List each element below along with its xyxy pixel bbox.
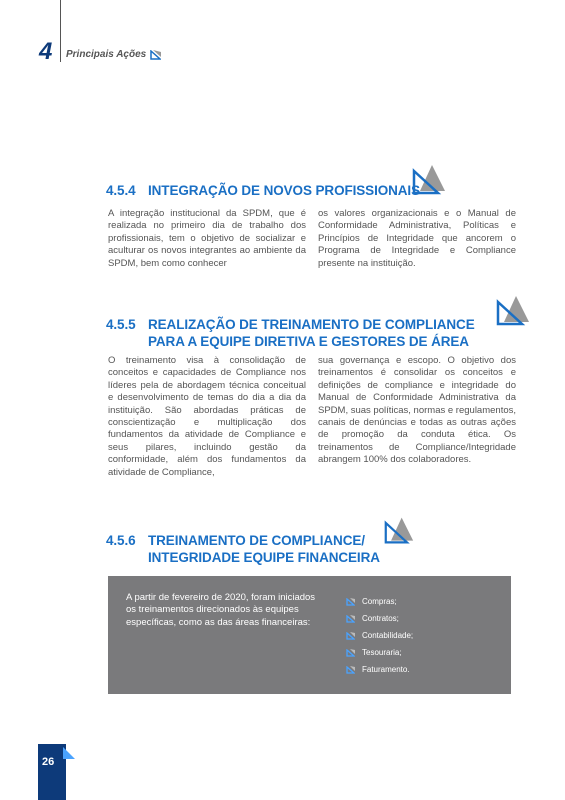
section-4-5-5-title (106, 316, 475, 350)
section-number: 4.5.4 (106, 183, 136, 198)
triangle-bullet-icon (346, 615, 355, 623)
list-item-label: Contabilidade; (362, 631, 414, 640)
financial-training-box (108, 576, 511, 694)
triangle-bullet-icon (346, 649, 355, 657)
section-4-5-4-col2: os valores organizacionais e o Manual de Conformidade Administrativa, Políticas e Princípios de Integridade que ancorem o Programa de Integridade e Compliance presente na instituição. (318, 208, 516, 269)
chapter-number: 4 (39, 38, 53, 65)
header-divider (60, 0, 61, 62)
box-text: A partir de fevereiro de 2020, foram iniciados os treinamentos direcionados às equipes específicas, como as das áreas financeiras: (126, 592, 316, 628)
page-number: 26 (42, 756, 55, 768)
triangle-ruler-icon (62, 746, 76, 760)
section-title-line2: INTEGRIDADE EQUIPE FINANCEIRA (148, 550, 380, 565)
chapter-title (66, 49, 161, 60)
section-title-line1: REALIZAÇÃO DE TREINAMENTO DE COMPLIANCE (148, 317, 475, 332)
section-4-5-6-title (106, 532, 380, 566)
list-item-label: Contratos; (362, 614, 399, 623)
triangle-ruler-icon (384, 515, 414, 545)
list-item (346, 593, 413, 610)
section-4-5-4-title (106, 182, 420, 199)
section-4-5-4-col1: A integração institucional da SPDM, que é realizada no primeiro dia de trabalho dos profissionais, tem o objetivo de socializar e aculturar os novos integrantes ao ambiente da SPDM, bem como conhecer (108, 208, 306, 269)
section-4-5-5-col1: O treinamento visa à consolidação de conceitos e capacidades de Compliance nos líderes pela de abordagem técnica conceitual e desenvolvimento de temas do dia a dia da instituição. São abordadas práticas de conscientização e multiplicação dos fundamentos da atividade de Compliance e seus pilares, incluindo gestão da conformidade, além dos fundamentos da atividade de Compliance, (108, 355, 306, 478)
list-item (346, 661, 413, 678)
triangle-ruler-icon (150, 50, 161, 60)
list-item (346, 627, 413, 644)
chapter-title-text: Principais Ações (66, 49, 147, 60)
list-item (346, 644, 413, 661)
financial-areas-list (346, 593, 413, 678)
triangle-bullet-icon (346, 666, 355, 674)
section-number: 4.5.5 (106, 317, 136, 332)
list-item-label: Faturamento. (362, 665, 410, 674)
list-item-label: Compras; (362, 597, 397, 606)
list-item-label: Tesouraria; (362, 648, 402, 657)
section-title-line1: TREINAMENTO DE COMPLIANCE/ (148, 533, 365, 548)
section-number: 4.5.6 (106, 533, 136, 548)
section-4-5-5-col2: sua governança e escopo. O objetivo dos treinamentos é consolidar os conceitos e definições de compliance e integridade do Manual de Conformidade Administrativa da SPDM, suas políticas, normas e regulamentos, canais de denúncias e todas as outras ações de promoção da conduta ética. Os treinamentos de Compliance/Integridade abrangem 100% dos colaboradores. (318, 355, 517, 466)
section-title-line1: INTEGRAÇÃO DE NOVOS PROFISSIONAIS (148, 183, 420, 198)
section-title-line2: PARA A EQUIPE DIRETIVA E GESTORES DE ÁREA (148, 334, 469, 349)
list-item (346, 610, 413, 627)
triangle-ruler-icon (412, 163, 446, 195)
triangle-bullet-icon (346, 598, 355, 606)
triangle-ruler-icon (496, 294, 530, 326)
triangle-bullet-icon (346, 632, 355, 640)
